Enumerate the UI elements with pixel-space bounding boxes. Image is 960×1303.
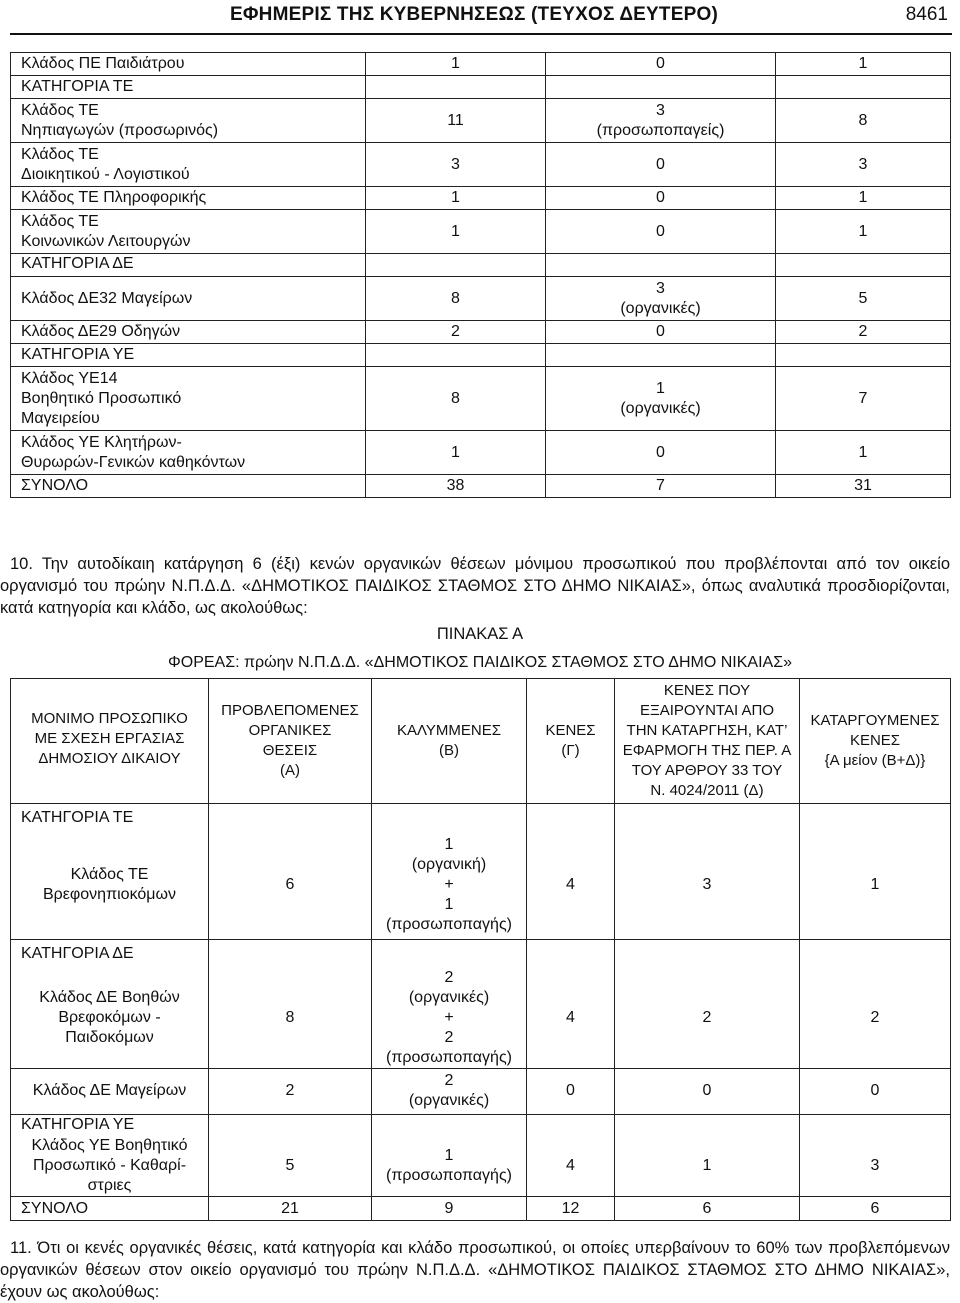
value-c xyxy=(776,344,951,367)
value-c: 8 xyxy=(776,99,951,143)
row-label: Κλάδος ΔΕ29 Οδηγών xyxy=(11,321,366,344)
empty-cell xyxy=(209,804,372,832)
value-a: 3 xyxy=(366,143,546,187)
value-b xyxy=(546,254,776,277)
value-c: 1 xyxy=(776,431,951,475)
empty-cell xyxy=(527,940,615,968)
value-k: 0 xyxy=(800,1068,951,1114)
total-label: ΣΥΝΟΛΟ xyxy=(11,1197,209,1221)
total-d: 6 xyxy=(615,1197,800,1221)
category-label: ΚΑΤΗΓΟΡΙΑ ΥΕ xyxy=(11,1114,209,1136)
table-row xyxy=(11,321,951,344)
value-a: 11 xyxy=(366,99,546,143)
category-row xyxy=(11,1114,951,1136)
table-row xyxy=(11,1136,951,1197)
row-label: ΚΑΤΗΓΟΡΙΑ ΤΕ xyxy=(11,76,366,99)
value-c: 1 xyxy=(776,53,951,76)
paragraph-11-text: 11. Ότι οι κενές οργανικές θέσεις, κατά κατηγορία και κλάδο προσωπικού, οι οποίες υπερβαίνουν το 60% των προβλεπόμενων οργανικών θέσεων στον οικείο οργανισμό του πρώην Ν.Π.Δ.Δ. «ΔΗΜΟΤΙΚΟΣ ΠΑΙΔΙΚΟΣ ΣΤΑΘΜΟΣ ΣΤΟ ΔΗΜΟ ΝΙΚΑΙΑΣ», έχουν ως ακολούθως: xyxy=(0,1239,950,1301)
page-header xyxy=(0,0,960,30)
empty-cell xyxy=(372,1114,527,1136)
value-b: 1 (προσωποπαγής) xyxy=(372,1136,527,1197)
table-row xyxy=(11,344,951,367)
table-row xyxy=(11,832,951,940)
category-row xyxy=(11,804,951,832)
table-row xyxy=(11,475,951,498)
total-b: 9 xyxy=(372,1197,527,1221)
value-a: 2 xyxy=(209,1068,372,1114)
value-c: 7 xyxy=(776,367,951,431)
row-label: Κλάδος ΤΕ Νηπιαγωγών (προσωρινός) xyxy=(11,99,366,143)
value-b: 7 xyxy=(546,475,776,498)
table-row xyxy=(11,277,951,321)
staff-table-2-body xyxy=(11,679,951,1221)
value-g: 0 xyxy=(527,1068,615,1114)
empty-cell xyxy=(372,804,527,832)
empty-cell xyxy=(209,940,372,968)
column-header: ΚΕΝΕΣ ΠΟΥ ΕΞΑΙΡΟΥΝΤΑΙ ΑΠΟ ΤΗΝ ΚΑΤΑΡΓΗΣΗ, ΚΑΤ’ ΕΦΑΡΜΟΓΗ ΤΗΣ ΠΕΡ. Α ΤΟΥ ΑΡΘΡΟΥ 33 ΤΟΥ Ν. 4024/2011 (Δ) xyxy=(615,679,800,804)
empty-cell xyxy=(527,804,615,832)
foreas-line: ΦΟΡΕΑΣ: πρώην Ν.Π.Δ.Δ. «ΔΗΜΟΤΙΚΟΣ ΠΑΙΔΙΚΟΣ ΣΤΑΘΜΟΣ ΣΤΟ ΔΗΜΟ ΝΙΚΑΙΑΣ» xyxy=(167,654,792,671)
value-b: 1 (οργανική) + 1 (προσωποπαγής) xyxy=(372,832,527,940)
paragraph-10 xyxy=(0,553,950,619)
value-a: 2 xyxy=(366,321,546,344)
row-label: ΣΥΝΟΛΟ xyxy=(11,475,366,498)
row-label: Κλάδος ΤΕ Διοικητικού - Λογιστικού xyxy=(11,143,366,187)
paragraph-11 xyxy=(0,1237,950,1303)
value-a xyxy=(366,254,546,277)
gazette-title: ΕΦΗΜΕΡΙΣ ΤΗΣ ΚΥΒΕΡΝΗΣΕΩΣ (ΤΕΥΧΟΣ ΔΕΥΤΕΡΟ) xyxy=(230,4,718,25)
value-g: 4 xyxy=(527,1136,615,1197)
value-b: 0 xyxy=(546,187,776,210)
row-label: Κλάδος ΤΕ Κοινωνικών Λειτουργών xyxy=(11,210,366,254)
paragraph-10-text: 10. Την αυτοδίκαιη κατάργηση 6 (έξι) κενών οργανικών θέσεων μόνιμου προσωπικού που προβλέπονται από τον οικείο οργανισμό του πρώην Ν.Π.Δ.Δ. «ΔΗΜΟΤΙΚΟΣ ΠΑΙΔΙΚΟΣ ΣΤΑΘΜΟΣ ΣΤΟ ΔΗΜΟ ΝΙΚΑΙΑΣ», όπως αναλυτικά προσδιορίζονται, κατά κατηγορία και κλάδο, ως ακολούθως: xyxy=(0,555,950,617)
value-k: 1 xyxy=(800,832,951,940)
value-g: 4 xyxy=(527,832,615,940)
row-label: Κλάδος ΔΕ Βοηθών Βρεφοκόμων - Παιδοκόμων xyxy=(11,968,209,1069)
row-label: ΚΑΤΗΓΟΡΙΑ ΔΕ xyxy=(11,254,366,277)
value-a: 8 xyxy=(209,968,372,1069)
value-b: 0 xyxy=(546,210,776,254)
value-a: 8 xyxy=(366,277,546,321)
value-b: 1 (οργανικές) xyxy=(546,367,776,431)
row-label: Κλάδος ΥΕ Βοηθητικό Προσωπικό - Καθαρί- στριες xyxy=(11,1136,209,1197)
row-label: Κλάδος ΔΕ Μαγείρων xyxy=(11,1068,209,1114)
row-label: Κλάδος ΠΕ Παιδιάτρου xyxy=(11,53,366,76)
column-header: ΚΑΛΥΜΜΕΝΕΣ (Β) xyxy=(372,679,527,804)
value-g: 4 xyxy=(527,968,615,1069)
value-a: 38 xyxy=(366,475,546,498)
value-c xyxy=(776,254,951,277)
value-b xyxy=(546,344,776,367)
table-row xyxy=(11,1068,951,1114)
header-rule xyxy=(10,33,952,35)
value-b xyxy=(546,76,776,99)
table-row xyxy=(11,431,951,475)
empty-cell xyxy=(372,940,527,968)
category-label: ΚΑΤΗΓΟΡΙΑ ΤΕ xyxy=(11,804,209,832)
value-d: 1 xyxy=(615,1136,800,1197)
value-b: 0 xyxy=(546,321,776,344)
empty-cell xyxy=(615,1114,800,1136)
value-k: 3 xyxy=(800,1136,951,1197)
row-label: Κλάδος ΥΕ Κλητήρων- Θυρωρών-Γενικών καθηκόντων xyxy=(11,431,366,475)
value-a: 1 xyxy=(366,210,546,254)
value-a: 1 xyxy=(366,187,546,210)
value-a: 8 xyxy=(366,367,546,431)
value-c xyxy=(776,76,951,99)
row-label: Κλάδος ΔΕ32 Μαγείρων xyxy=(11,277,366,321)
column-header: ΜΟΝΙΜΟ ΠΡΟΣΩΠΙΚΟ ΜΕ ΣΧΕΣΗ ΕΡΓΑΣΙΑΣ ΔΗΜΟΣΙΟΥ ΔΙΚΑΙΟΥ xyxy=(11,679,209,804)
empty-cell xyxy=(615,940,800,968)
value-c: 3 xyxy=(776,143,951,187)
empty-cell xyxy=(800,940,951,968)
category-label: ΚΑΤΗΓΟΡΙΑ ΔΕ xyxy=(11,940,209,968)
value-c: 5 xyxy=(776,277,951,321)
value-c: 1 xyxy=(776,187,951,210)
header-row xyxy=(11,679,951,804)
value-d: 3 xyxy=(615,832,800,940)
table-row xyxy=(11,99,951,143)
table-row xyxy=(11,76,951,99)
page-number: 8461 xyxy=(905,4,948,25)
empty-cell xyxy=(209,1114,372,1136)
staff-table-1-body xyxy=(11,53,951,498)
table-row xyxy=(11,254,951,277)
column-header: ΚΕΝΕΣ (Γ) xyxy=(527,679,615,804)
empty-cell xyxy=(800,804,951,832)
table-row xyxy=(11,968,951,1069)
value-b: 3 (οργανικές) xyxy=(546,277,776,321)
column-header: ΚΑΤΑΡΓΟΥΜΕΝΕΣ ΚΕΝΕΣ {Α μείον (Β+Δ)} xyxy=(800,679,951,804)
value-b: 3 (προσωποπαγείς) xyxy=(546,99,776,143)
value-a xyxy=(366,344,546,367)
row-label: Κλάδος ΤΕ Βρεφονηπιοκόμων xyxy=(11,832,209,940)
total-g: 12 xyxy=(527,1197,615,1221)
table-row xyxy=(11,367,951,431)
staff-table-2 xyxy=(10,678,951,1221)
table-row xyxy=(11,187,951,210)
value-a xyxy=(366,76,546,99)
value-b: 2 (οργανικές) xyxy=(372,1068,527,1114)
category-row xyxy=(11,940,951,968)
table-title: ΠΙΝΑΚΑΣ Α xyxy=(436,625,524,643)
value-a: 1 xyxy=(366,53,546,76)
table-row xyxy=(11,143,951,187)
empty-cell xyxy=(527,1114,615,1136)
value-k: 2 xyxy=(800,968,951,1069)
column-header: ΠΡΟΒΛΕΠΟΜΕΝΕΣ ΟΡΓΑΝΙΚΕΣ ΘΕΣΕΙΣ (Α) xyxy=(209,679,372,804)
table-row xyxy=(11,210,951,254)
total-k: 6 xyxy=(800,1197,951,1221)
row-label: Κλάδος ΥΕ14 Βοηθητικό Προσωπικό Μαγειρείου xyxy=(11,367,366,431)
value-c: 1 xyxy=(776,210,951,254)
row-label: ΚΑΤΗΓΟΡΙΑ ΥΕ xyxy=(11,344,366,367)
value-a: 6 xyxy=(209,832,372,940)
empty-cell xyxy=(800,1114,951,1136)
value-b: 0 xyxy=(546,431,776,475)
value-a: 1 xyxy=(366,431,546,475)
value-b: 0 xyxy=(546,53,776,76)
value-b: 2 (οργανικές) + 2 (προσωποπαγής) xyxy=(372,968,527,1069)
table-row xyxy=(11,53,951,76)
value-c: 31 xyxy=(776,475,951,498)
empty-cell xyxy=(615,804,800,832)
value-a: 5 xyxy=(209,1136,372,1197)
value-c: 2 xyxy=(776,321,951,344)
value-d: 2 xyxy=(615,968,800,1069)
value-b: 0 xyxy=(546,143,776,187)
total-a: 21 xyxy=(209,1197,372,1221)
staff-table-1 xyxy=(10,52,951,498)
value-d: 0 xyxy=(615,1068,800,1114)
row-label: Κλάδος ΤΕ Πληροφορικής xyxy=(11,187,366,210)
total-row xyxy=(11,1197,951,1221)
